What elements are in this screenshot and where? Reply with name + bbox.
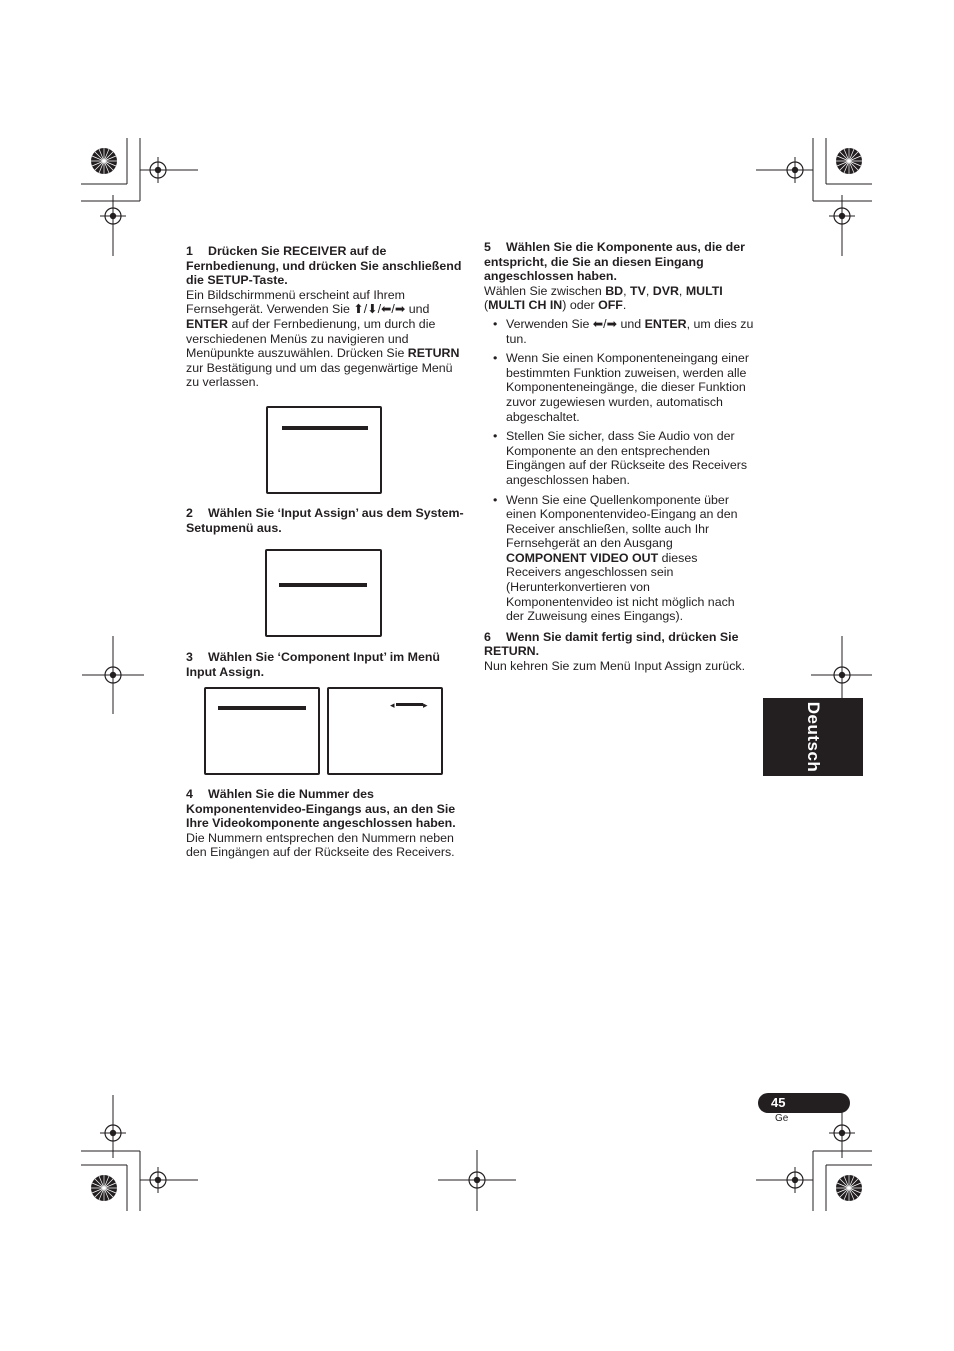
arrow-keys-icon: ⬆/⬇/⬅/➡ [353, 302, 406, 317]
value-highlight-bar [396, 703, 423, 706]
step4-title: 4 Wählen Sie die Nummer des Komponentenvideo-Eingangs aus, an den Sie Ihre Videokomponente angeschlossen haben. [186, 787, 456, 831]
step3-title: 3 Wählen Sie ‘Component Input’ im Menü Input Assign. [186, 650, 440, 679]
screen-component-input [204, 687, 320, 775]
list-item: • Wenn Sie eine Quellenkomponente über einen Komponentenvideo-Eingang an den Receiver anschließen, sollte auch Ihr Fernsehgerät an den Ausgang COMPONENT VIDEO OUT dieses Receivers angeschlossen sein (Herunterkonvertieren von Komponentenvideo ist nicht möglich nach der Zuweisung eines Eingangs). [493, 492, 738, 624]
step3 [186, 650, 466, 679]
list-item: • Wenn Sie einen Komponenteneingang einer bestimmten Funktion zuweisen, werden alle Komponenteneingänge, die dieser Funktion zuvor zugewiesen wurden, automatisch abgeschaltet. [493, 351, 749, 424]
screen-system-setup [266, 406, 382, 494]
step1-title: 1 Drücken Sie RECEIVER auf de Fernbedienung, und drücken Sie anschließend die SETUP-Taste. [186, 244, 462, 288]
step6-body: Nun kehren Sie zum Menü Input Assign zurück. [484, 659, 746, 674]
step2-title: 2 Wählen Sie ‘Input Assign’ aus dem System-Setupmenü aus. [186, 506, 464, 535]
step5-intro: Wählen Sie zwischen BD, TV, DVR, MULTI (MULTI CH IN) oder OFF. [484, 283, 723, 313]
left-right-arrows-icon: ⬅/➡ [592, 316, 618, 331]
list-item: • Verwenden Sie ⬅/➡ und ENTER, um dies zu tun. [493, 316, 754, 346]
step5-title: 5 Wählen Sie die Komponente aus, die der entspricht, die Sie an diesen Eingang angeschlossen haben. [484, 240, 745, 284]
step4-body: Die Nummern entsprechen den Nummern neben den Eingängen auf der Rückseite des Receivers. [186, 830, 455, 860]
left-column [186, 244, 466, 390]
screen-input-assign [265, 549, 382, 637]
page-language-code: Ge [775, 1113, 789, 1124]
step6-title: 6 Wenn Sie damit fertig sind, drücken Sie RETURN. [484, 629, 739, 659]
menu-highlight-bar [279, 583, 367, 587]
left-arrow-icon: ◂ [390, 700, 395, 710]
menu-highlight-bar [282, 426, 368, 430]
language-tab-label: Deutsch [804, 701, 823, 773]
page-number-badge [758, 1093, 850, 1113]
step5-bullet-list [484, 317, 754, 624]
screen-component-select [327, 687, 443, 775]
right-column [484, 240, 754, 674]
list-item: • Stellen Sie sicher, dass Sie Audio von der Komponente an den entsprechenden Eingängen auf der Rückseite des Receivers angeschlossen haben. [493, 429, 748, 487]
language-tab [763, 698, 863, 776]
step4 [186, 787, 466, 860]
step1-body: Ein Bildschirmmenü erscheint auf Ihrem Fernsehgerät. Verwenden Sie ⬆/⬇/⬅/➡ und ENTER auf der Fernbedienung, um durch die verschiedenen Menüs zu navigieren und Menüpunkte auszuwählen. Drücken Sie RETURN zur Bestätigung und um das gegenwärtige Menü zu verlassen. [186, 287, 460, 390]
step2 [186, 506, 466, 535]
menu-highlight-bar [218, 706, 306, 710]
right-arrow-icon: ▸ [423, 700, 428, 710]
page-number: 45 [771, 1095, 786, 1110]
